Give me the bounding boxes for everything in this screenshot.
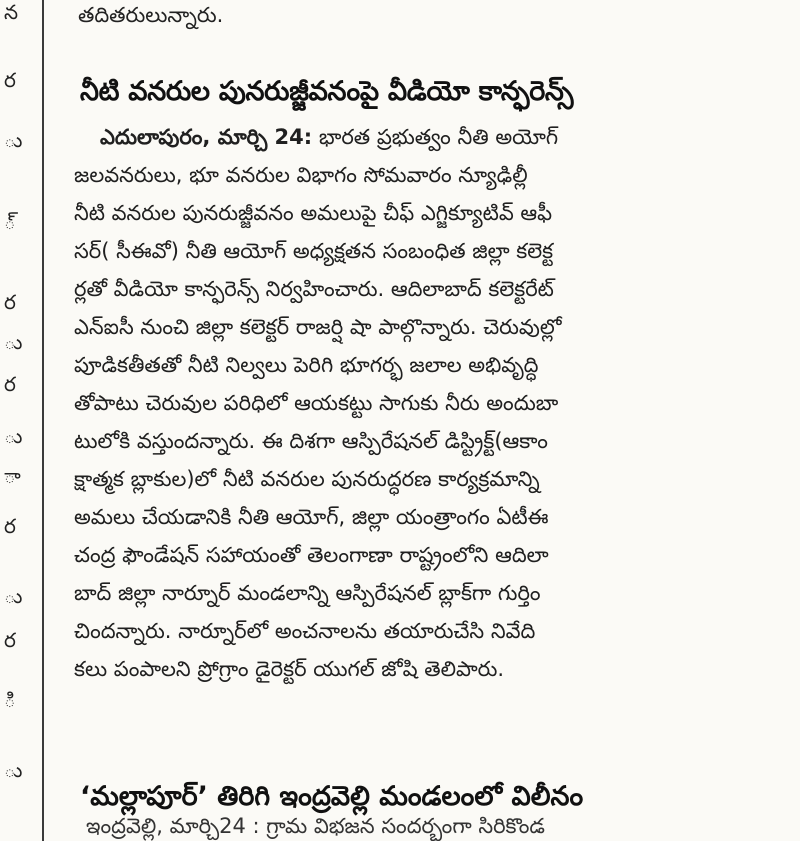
article-line: చిందన్నారు. నార్నూర్‌లో అంచనాలను తయారుచేసి నివేది <box>74 619 536 643</box>
article-line: తోపాటు చెరువుల పరిధిలో ఆయకట్టు సాగుకు నీరు అందుబా <box>74 391 559 415</box>
article-line: కలు పంపాలని ప్రోగ్రాం డైరెక్టర్ యుగల్ జోషి తెలిపారు. <box>74 657 505 681</box>
left-fragment: ు <box>4 584 23 608</box>
left-fragment: ర <box>4 514 16 538</box>
left-fragment: ర <box>4 68 16 92</box>
article-column <box>74 0 724 841</box>
next-article-opening-line: ఇంద్రవెల్లి, మార్చి24 : గ్రామ విభజన సందర్భంగా సిరికొండ <box>86 814 545 838</box>
article-line: అమలు చేయడానికి నీతి ఆయోగ్, జిల్లా యంత్రాంగం ఏటీఈ <box>74 505 549 529</box>
article-line: చంద్ర ఫౌండేషన్ సహాయంతో తెలంగాణా రాష్ట్రంలోని ఆదిలా <box>74 543 549 567</box>
headline-mallapur: ‘మల్లాపూర్’ తిరిగి ఇంద్రవెల్లి మండలంలో విలీనం <box>80 781 584 813</box>
article-line: జలవనరులు, భూ వనరుల విభాగం సోమవారం న్యూఢిల్లీ <box>74 163 528 187</box>
article-line: ఎన్ఐసీ నుంచి జిల్లా కలెక్టర్ రాజర్షి షా పాల్గొన్నారు. చెరువుల్లో <box>74 315 562 339</box>
article-line: ర్లతో వీడియో కాన్ఫరెన్స్ నిర్వహించారు. ఆదిలాబాద్ కలెక్టరేట్ <box>74 277 554 301</box>
article-line-text: భారత ప్రభుత్వం నీతి అయోగ్ <box>318 125 559 149</box>
article-line: టులోకి వస్తుందన్నారు. ఈ దిశగా ఆస్పిరేషనల్ డిస్ట్రిక్ట్(ఆకాం <box>74 429 548 453</box>
left-column-fragments <box>0 0 30 841</box>
article-line: బాద్ జిల్లా నార్నూర్ మండలాన్ని ఆస్పిరేషనల్ బ్లాక్‌గా గుర్తిం <box>74 581 541 605</box>
left-fragment: ి <box>4 688 16 712</box>
left-fragment: ర <box>4 372 16 396</box>
left-fragment: ర <box>4 628 16 652</box>
headline-water-resources: నీటి వనరుల పునరుజ్జీవనంపై వీడియో కాన్ఫరెన్స్ <box>80 76 574 108</box>
article-line: పూడికతీతతో నీటి నిల్వలు పెరిగి భూగర్భ జలాల అభివృద్ధి <box>74 353 539 377</box>
article-body <box>74 118 724 688</box>
left-fragment: ు <box>4 424 23 448</box>
column-divider <box>42 0 44 841</box>
previous-article-ending: తదితరులున్నారు. <box>78 3 224 27</box>
article-line: క్షాత్మక బ్లాకుల)లో నీటి వనరుల పునరుద్ధరణ కార్యక్రమాన్ని <box>74 467 540 491</box>
left-fragment: ు <box>4 758 23 782</box>
left-fragment: ్ <box>4 210 16 234</box>
left-fragment: ా <box>4 464 21 488</box>
left-fragment: ు <box>4 128 23 152</box>
article-line: సర్( సీఈవో) నీతి ఆయోగ్ అధ్యక్షతన సంబంధిత జిల్లా కలెక్ట <box>74 239 554 263</box>
left-fragment: ు <box>4 330 23 354</box>
dateline: ఎదులాపురం, మార్చి 24: <box>100 125 313 149</box>
left-fragment: న <box>4 0 19 24</box>
article-line: నీటి వనరుల పునరుజ్జీవనం అమలుపై చీఫ్ ఎగ్జిక్యూటివ్ ఆఫీ <box>74 201 553 225</box>
left-fragment: ర <box>4 290 16 314</box>
article-line <box>74 118 724 156</box>
